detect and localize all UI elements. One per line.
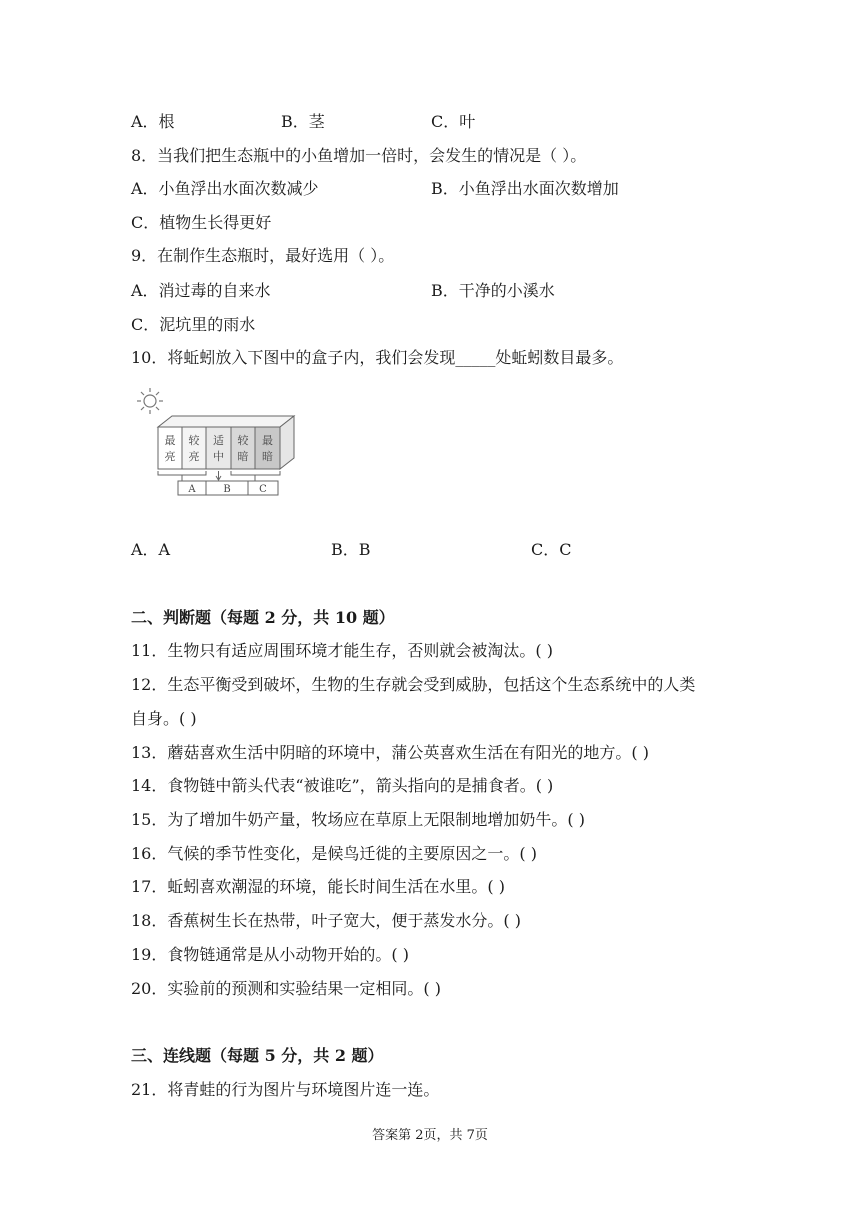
q9-stem: 9．在制作生态瓶时，最好选用（ ）。 xyxy=(131,246,395,265)
cell-5-bottom: 暗 xyxy=(262,450,273,463)
q11: 11．生物只有适应周围环境才能生存，否则就会被淘汰。( ) xyxy=(131,641,553,660)
q9-option-b: B．干净的小溪水 xyxy=(431,281,555,300)
cell-4-bottom: 暗 xyxy=(237,450,249,463)
q17: 17．蚯蚓喜欢潮湿的环境，能长时间生活在水里。( ) xyxy=(131,877,505,896)
sun-icon xyxy=(137,388,163,414)
q18: 18．香蕉树生长在热带，叶子宽大，便于蒸发水分。( ) xyxy=(131,911,521,930)
q7-option-b: B．茎 xyxy=(281,112,325,131)
section-2-title: 二、判断题（每题 2 分，共 10 题） xyxy=(131,608,395,627)
q8-option-c: C．植物生长得更好 xyxy=(131,213,272,232)
zone-b-label: B xyxy=(223,484,231,495)
light-box-diagram xyxy=(134,385,304,500)
q10-stem: 10．将蚯蚓放入下图中的盒子内，我们会发现_____处蚯蚓数目最多。 xyxy=(131,348,624,367)
zone-a-label: A xyxy=(188,484,196,495)
page-footer: 答案第 2页，共 7页 xyxy=(372,1128,488,1143)
cell-5-top: 最 xyxy=(262,434,273,447)
cell-1-top: 最 xyxy=(164,434,176,447)
q21: 21．将青蛙的行为图片与环境图片连一连。 xyxy=(131,1080,440,1099)
q16: 16．气候的季节性变化，是候鸟迁徙的主要原因之一。( ) xyxy=(131,844,537,863)
q10-option-b: B．B xyxy=(331,540,371,559)
q12-line-2: 自身。( ) xyxy=(131,709,197,728)
q14: 14．食物链中箭头代表“被谁吃”，箭头指向的是捕食者。( ) xyxy=(131,776,554,795)
q7-option-a: A．根 xyxy=(131,112,175,131)
q10-option-c: C．C xyxy=(531,540,572,559)
q9-option-a: A．消过毒的自来水 xyxy=(131,281,271,300)
cell-4-top: 较 xyxy=(237,434,249,447)
q8-stem: 8．当我们把生态瓶中的小鱼增加一倍时，会发生的情况是（ ）。 xyxy=(131,146,587,165)
q7-option-c: C．叶 xyxy=(431,112,476,131)
cell-2-bottom: 亮 xyxy=(188,450,200,463)
cell-3-top: 适 xyxy=(213,434,224,447)
q20: 20．实验前的预测和实验结果一定相同。( ) xyxy=(131,979,441,998)
q10-light-box-figure xyxy=(134,385,304,500)
cell-3-bottom: 中 xyxy=(213,450,224,463)
q9-option-c: C．泥坑里的雨水 xyxy=(131,315,256,334)
q19: 19．食物链通常是从小动物开始的。( ) xyxy=(131,945,409,964)
q8-option-b: B．小鱼浮出水面次数增加 xyxy=(431,179,619,198)
cell-1-bottom: 亮 xyxy=(164,450,176,463)
q8-option-a: A．小鱼浮出水面次数减少 xyxy=(131,179,319,198)
zone-c-label: C xyxy=(259,484,267,495)
cell-2-top: 较 xyxy=(188,434,200,447)
q12-line-1: 12．生态平衡受到破坏，生物的生存就会受到威胁，包括这个生态系统中的人类 xyxy=(131,675,696,694)
q15: 15．为了增加牛奶产量，牧场应在草原上无限制地增加奶牛。( ) xyxy=(131,810,585,829)
q10-option-a: A．A xyxy=(131,540,171,559)
q13: 13．蘑菇喜欢生活中阴暗的环境中，蒲公英喜欢生活在有阳光的地方。( ) xyxy=(131,743,649,762)
section-3-title: 三、连线题（每题 5 分，共 2 题） xyxy=(131,1046,384,1065)
